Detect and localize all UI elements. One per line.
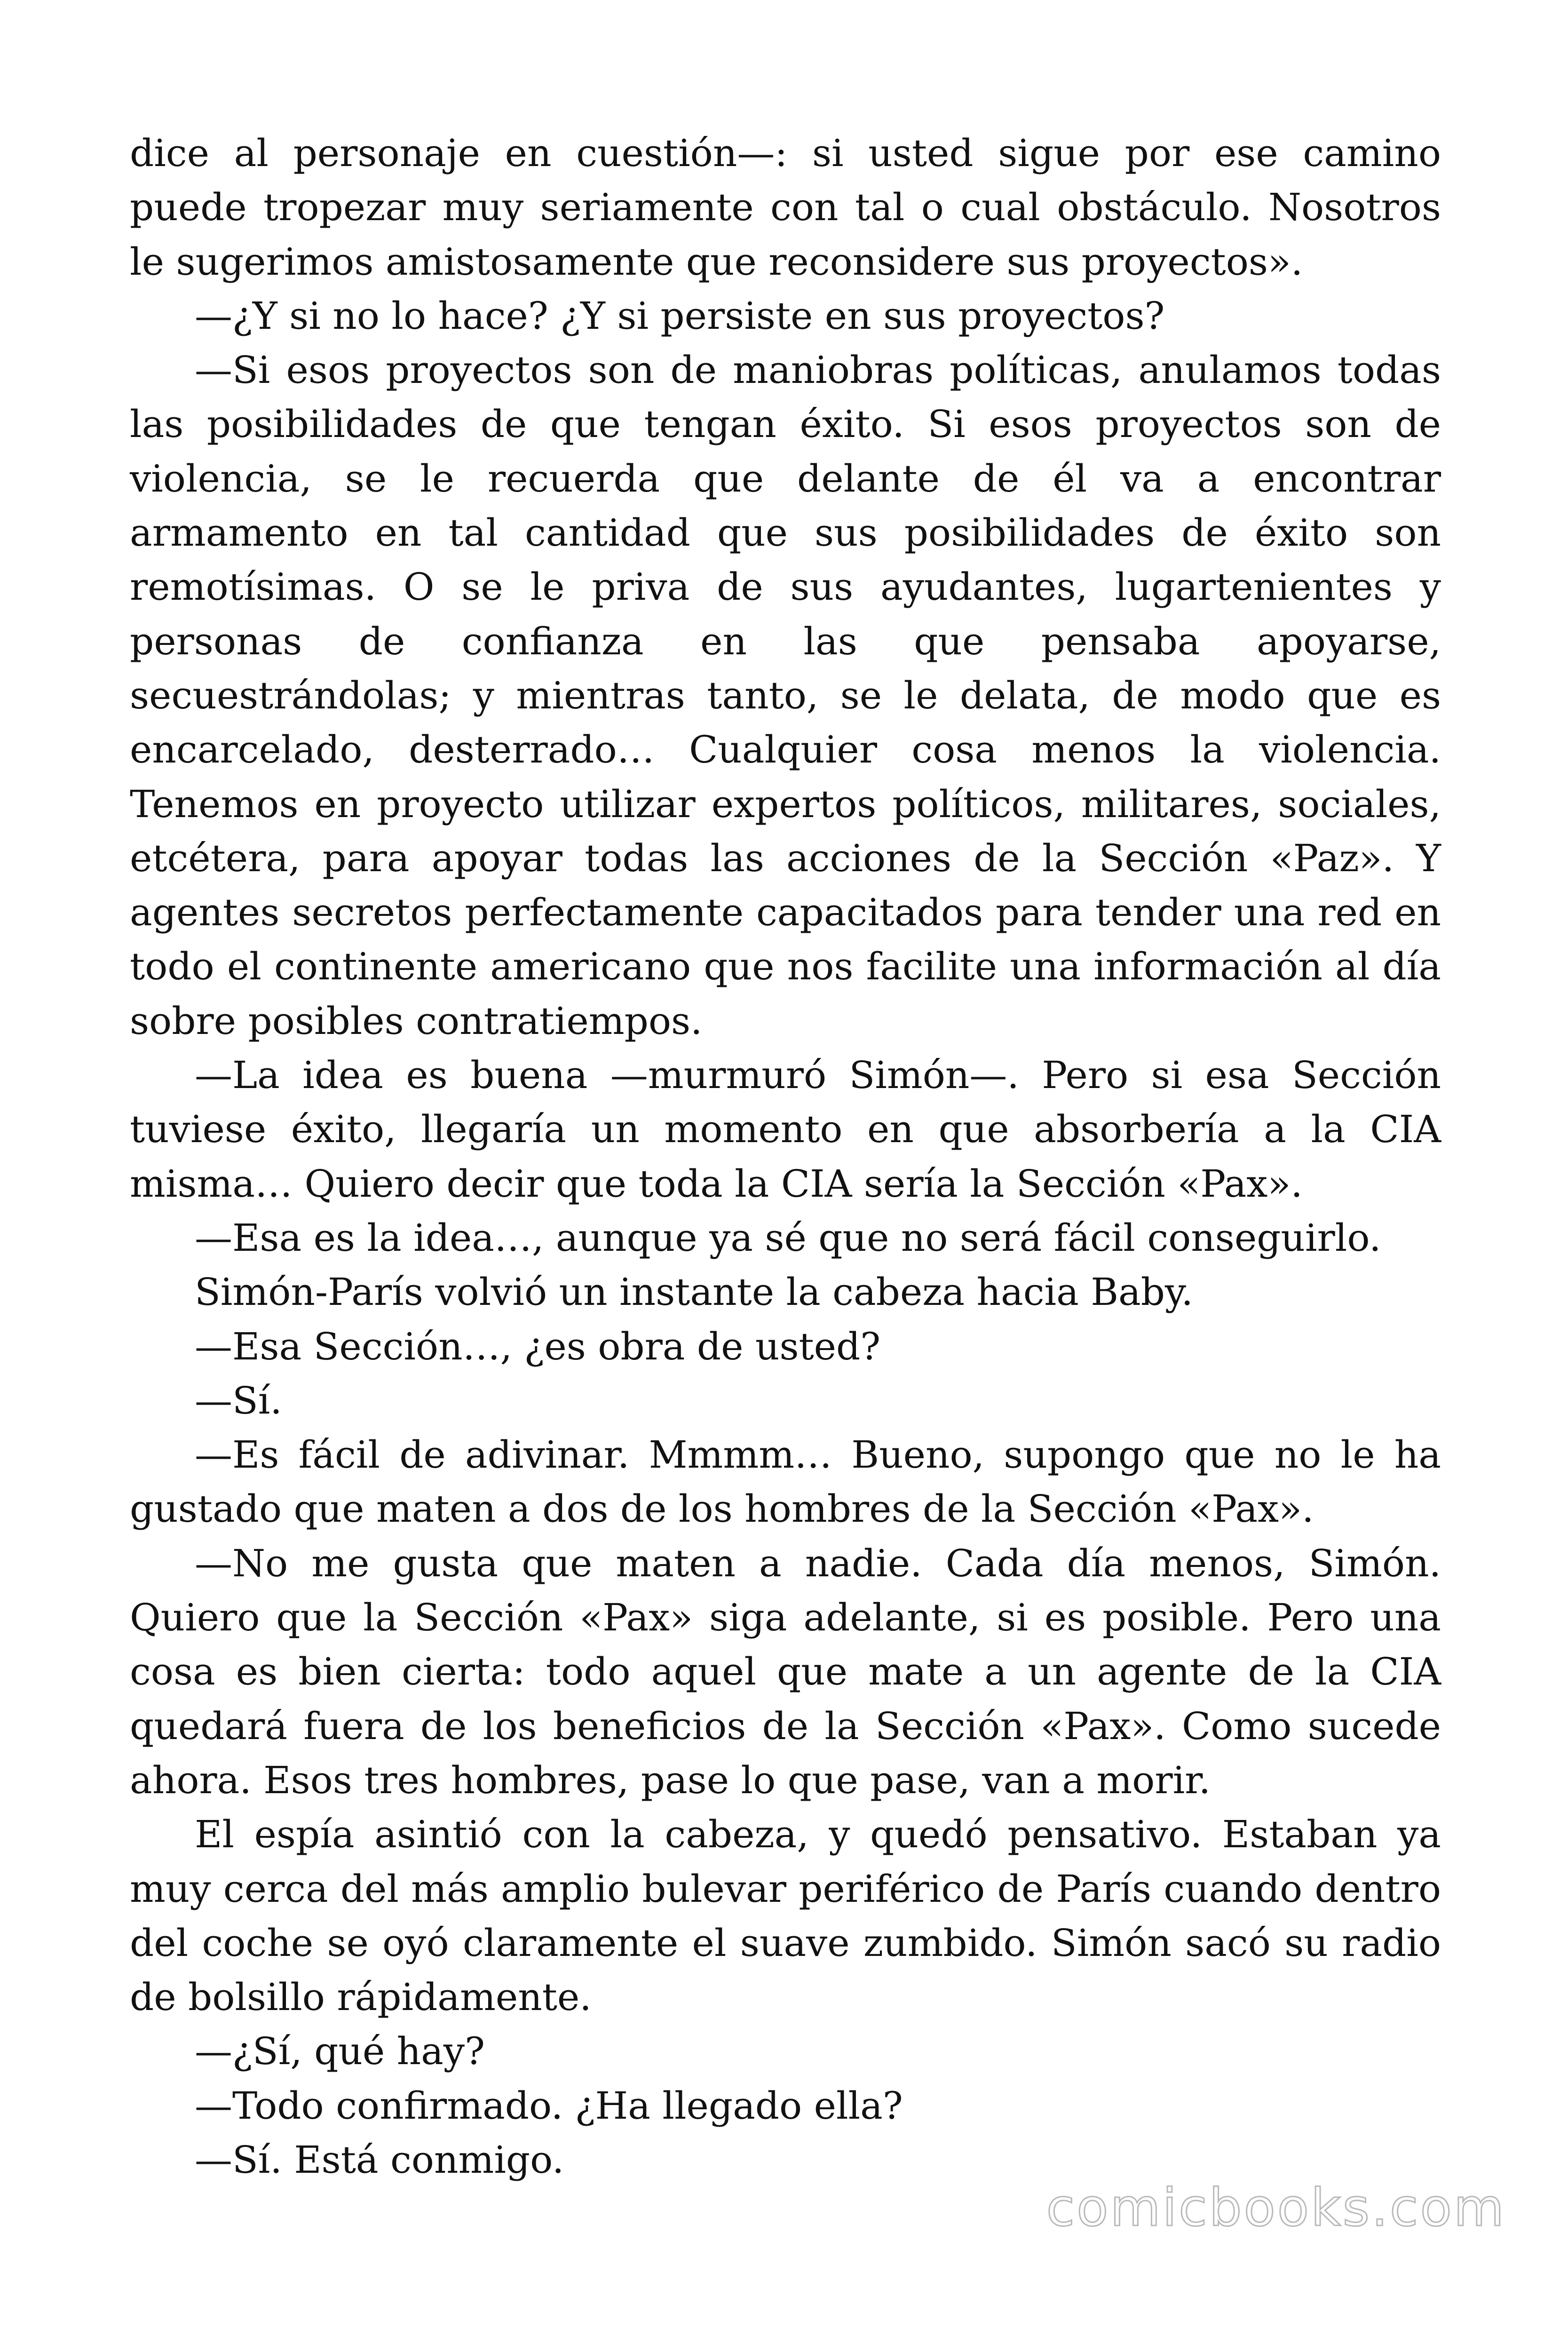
paragraph: —Esa es la idea…, aunque ya sé que no será fácil conseguirlo. [195,1216,1381,1260]
paragraph: —Es fácil de adivinar. Mmmm… Bueno, supongo que no le ha gustado que maten a dos de los hombres de la Sección «Pax». [130,1433,1441,1531]
paragraph: dice al personaje en cuestión—: si usted sigue por ese camino puede tropezar muy seriamente con tal o cual obstáculo. Nosotros le sugerimos amistosamente que reconsidere sus proyectos». [130,131,1441,284]
paragraph: —¿Sí, qué hay? [195,2029,485,2074]
paragraph: —¿Y si no lo hace? ¿Y si persiste en sus proyectos? [195,294,1165,338]
paragraph: Simón-París volvió un instante la cabeza hacia Baby. [195,1270,1193,1314]
paragraph: —No me gusta que maten a nadie. Cada día menos, Simón. Quiero que la Sección «Pax» siga adelante, si es posible. Pero una cosa es bien cierta: todo aquel que mate a un agente de la CIA quedará fuera de los beneficios de la Sección «Pax». Como sucede ahora. Esos tres hombres, pase lo que pase, van a morir. [130,1541,1441,1802]
paragraph: —Sí. [195,1378,282,1422]
paragraph: —Si esos proyectos son de maniobras políticas, anulamos todas las posibilidades de que tengan éxito. Si esos proyectos son de violencia, se le recuerda que delante de él va a encontrar armamento en tal cantidad que sus posibilidades de éxito son remotísimas. O se le priva de sus ayudantes, lugartenientes y personas de confianza en las que pensaba apoyarse, secuestrándolas; y mientras tanto, se le delata, de modo que es encarcelado, desterrado… Cualquier cosa menos la violencia. Tenemos en proyecto utilizar expertos políticos, militares, sociales, etcétera, para apoyar todas las acciones de la Sección «Paz». Y agentes secretos perfectamente capacitados para tender una red en todo el continente americano que nos facilite una información al día sobre posibles contratiempos. [130,348,1441,1043]
paragraph: El espía asintió con la cabeza, y quedó pensativo. Estaban ya muy cerca del más amplio bulevar periférico de París cuando dentro del coche se oyó claramente el suave zumbido. Simón sacó su radio de bolsillo rápidamente. [130,1812,1441,2019]
paragraph: —Sí. Está conmigo. [195,2137,564,2182]
paragraph: —Esa Sección…, ¿es obra de usted? [195,1324,881,1368]
paragraph: —La idea es buena —murmuró Simón—. Pero si esa Sección tuviese éxito, llegaría un momento en que absorbería a la CIA misma… Quiero decir que toda la CIA sería la Sección «Pax». [130,1053,1441,1206]
watermark: comicbooks.com [1046,2177,1506,2238]
body-text [130,126,1441,2187]
paragraph: —Todo confirmado. ¿Ha llegado ella? [195,2083,903,2128]
